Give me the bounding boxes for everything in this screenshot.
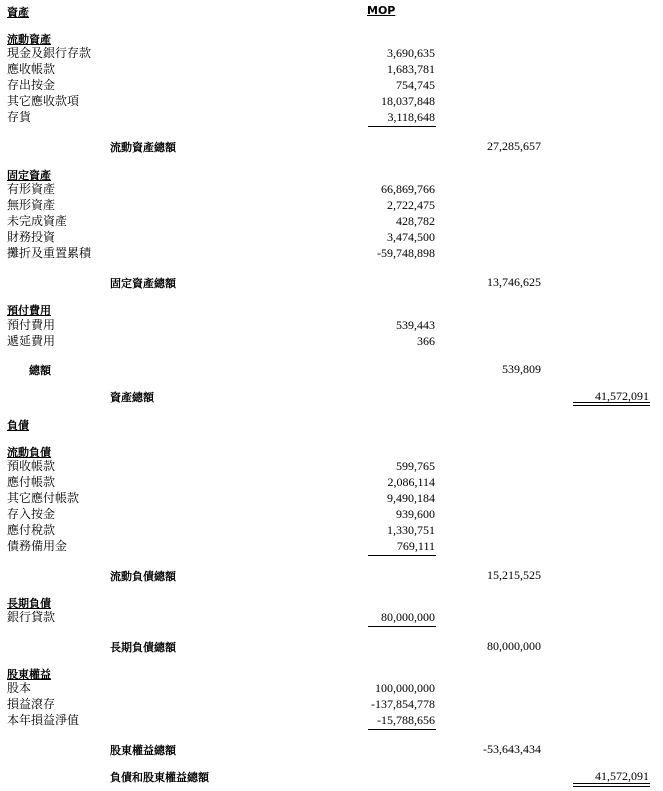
line-item-value: 3,118,648	[387, 110, 435, 124]
subtotal-label: 流動資產總額	[110, 141, 176, 154]
line-item-value: 9,490,184	[387, 491, 435, 505]
line-item-value: 754,745	[396, 78, 435, 92]
line-item-label: 存入按金	[7, 507, 56, 521]
line-item-value: 66,869,766	[381, 182, 435, 196]
assets-heading: 資產	[7, 6, 29, 19]
line-item-value: 2,722,475	[387, 198, 435, 212]
line-item-label: 存出按金	[7, 78, 56, 92]
line-item-value: 1,330,751	[387, 523, 435, 537]
subtotal-value: 539,809	[502, 362, 541, 376]
subtotal-label: 流動負債總額	[110, 570, 176, 583]
line-item-label: 債務備用金	[7, 539, 68, 553]
long-term-liabilities-heading: 長期負債	[7, 597, 51, 610]
line-item-label: 遞延費用	[7, 334, 56, 348]
line-item-value: 599,765	[396, 459, 435, 473]
line-item-label: 現金及銀行存款	[7, 46, 92, 60]
line-item-label: 攤折及重置累積	[7, 246, 92, 260]
line-item-label: 預收帳款	[7, 459, 56, 473]
subtotal-rule	[368, 555, 436, 556]
line-item-label: 其它應收款項	[7, 94, 80, 108]
subtotal-value: 13,746,625	[487, 275, 541, 289]
line-item-label: 損益滾存	[7, 697, 56, 711]
liabilities-heading: 負債	[7, 419, 29, 432]
line-item-label: 財務投資	[7, 230, 56, 244]
subtotal-label: 長期負債總額	[110, 641, 176, 654]
prepaid-heading: 預付費用	[7, 304, 51, 317]
line-item-label: 其它應付帳款	[7, 491, 80, 505]
line-item-value: 939,600	[396, 507, 435, 521]
line-item-label: 本年損益淨值	[7, 713, 80, 727]
total-liabilities-equity-value: 41,572,091	[595, 769, 649, 783]
subtotal-rule	[368, 626, 436, 627]
line-item-value: 539,443	[396, 318, 435, 332]
line-item-label: 未完成資產	[7, 214, 68, 228]
subtotal-label: 總額	[29, 364, 51, 377]
fixed-assets-heading: 固定資產	[7, 169, 51, 182]
line-item-value: 3,474,500	[387, 230, 435, 244]
line-item-value: -59,748,898	[377, 246, 435, 260]
line-item-value: -15,788,656	[377, 713, 435, 727]
line-item-value: 769,111	[396, 539, 435, 553]
line-item-label: 應付帳款	[7, 475, 56, 489]
line-item-value: 80,000,000	[381, 610, 435, 624]
line-item-label: 應付稅款	[7, 523, 56, 537]
currency-heading: MOP	[367, 4, 396, 17]
subtotal-rule	[368, 729, 436, 730]
line-item-value: 18,037,848	[381, 94, 435, 108]
line-item-label: 股本	[7, 681, 32, 695]
current-assets-heading: 流動資產	[7, 33, 51, 46]
current-liabilities-heading: 流動負債	[7, 446, 51, 459]
total-assets-value: 41,572,091	[595, 389, 649, 403]
double-underline	[573, 783, 650, 787]
line-item-label: 有形資產	[7, 182, 56, 196]
line-item-value: 1,683,781	[387, 62, 435, 76]
subtotal-rule	[368, 126, 436, 127]
subtotal-value: 27,285,657	[487, 139, 541, 153]
line-item-label: 存貨	[7, 110, 32, 124]
line-item-value: 428,782	[396, 214, 435, 228]
line-item-value: 366	[417, 334, 435, 348]
line-item-label: 銀行貸款	[7, 610, 56, 624]
equity-heading: 股東權益	[7, 668, 51, 681]
line-item-value: 2,086,114	[387, 475, 435, 489]
subtotal-value: 15,215,525	[487, 568, 541, 582]
line-item-label: 預付費用	[7, 318, 56, 332]
line-item-value: 3,690,635	[387, 46, 435, 60]
subtotal-label: 固定資產總額	[110, 277, 176, 290]
line-item-label: 無形資產	[7, 198, 56, 212]
subtotal-value: 80,000,000	[487, 639, 541, 653]
total-assets-label: 資產總額	[110, 391, 154, 404]
line-item-value: 100,000,000	[375, 681, 435, 695]
total-liabilities-equity-label: 負債和股東權益總額	[110, 771, 209, 784]
subtotal-label: 股東權益總額	[110, 744, 176, 757]
double-underline	[573, 402, 650, 406]
line-item-value: -137,854,778	[371, 697, 435, 711]
subtotal-value: -53,643,434	[483, 742, 541, 756]
line-item-label: 應收帳款	[7, 62, 56, 76]
